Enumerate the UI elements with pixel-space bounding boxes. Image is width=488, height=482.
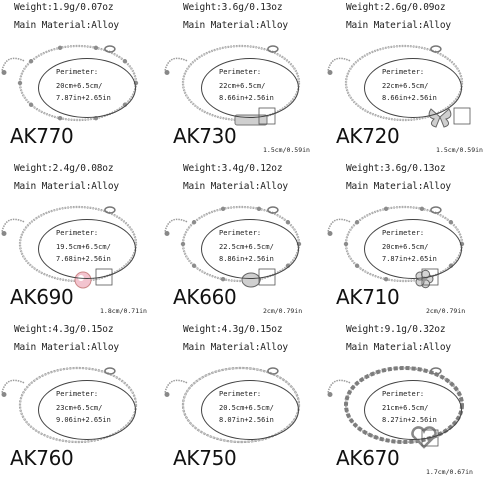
perimeter-label: Perimeter: — [219, 390, 262, 398]
charm-size-text: 1.7cm/0.67in — [426, 468, 473, 476]
extension-chain — [328, 219, 350, 231]
charm-size-text: 1.5cm/0.59in — [263, 146, 310, 154]
perimeter-label: Perimeter: — [382, 390, 425, 398]
perimeter-label: Perimeter: — [219, 229, 262, 237]
perimeter-label: Perimeter: — [56, 229, 99, 237]
material-text: Main Material:Alloy — [183, 181, 288, 192]
material-text: Main Material:Alloy — [14, 20, 119, 31]
perimeter-cm: 22.5cm+6.5cm/ — [219, 243, 274, 251]
perimeter-in: 8.07in+2.56in — [219, 416, 274, 424]
weight-text: Weight:3.4g/0.12oz — [183, 163, 283, 174]
product-code: AK660 — [173, 285, 237, 309]
perimeter-cm: 22cm+6.5cm/ — [219, 82, 266, 90]
extension-end-bead — [165, 70, 170, 75]
perimeter-cm: 19.5cm+6.5cm/ — [56, 243, 111, 251]
chain-bead — [344, 242, 348, 246]
chain-bead — [286, 220, 290, 224]
chain-bead — [181, 242, 185, 246]
extension-end-bead — [165, 392, 170, 397]
product-cell — [0, 322, 162, 482]
material-text: Main Material:Alloy — [183, 20, 288, 31]
product-cell — [326, 0, 488, 160]
chain-bead — [221, 277, 225, 281]
extension-end-bead — [328, 70, 333, 75]
weight-text: Weight:3.6g/0.13oz — [183, 2, 283, 13]
product-code: AK730 — [173, 124, 237, 148]
charm-size-text: 2cm/0.79in — [263, 307, 303, 315]
extension-end-bead — [2, 392, 7, 397]
perimeter-cm: 23cm+6.5cm/ — [56, 404, 103, 412]
material-text: Main Material:Alloy — [183, 342, 288, 353]
product-cell — [0, 161, 162, 321]
perimeter-in: 8.66in+2.56in — [382, 94, 437, 102]
perimeter-in: 8.27in+2.56in — [382, 416, 437, 424]
weight-text: Weight:2.4g/0.08oz — [14, 163, 114, 174]
chain-bead — [449, 220, 453, 224]
extension-end-bead — [328, 392, 333, 397]
chain-bead — [355, 220, 359, 224]
product-cell — [0, 0, 162, 160]
extension-end-bead — [2, 70, 7, 75]
perimeter-in: 8.86in+2.56in — [219, 255, 274, 263]
lobster-clasp — [105, 368, 115, 374]
extension-chain — [165, 58, 187, 70]
product-cell — [326, 161, 488, 321]
chain-bead — [420, 207, 424, 211]
extension-chain — [2, 380, 24, 392]
product-code: AK690 — [10, 285, 74, 309]
extension-chain — [328, 380, 350, 392]
chain-bead — [58, 116, 62, 120]
chain-bead — [257, 207, 261, 211]
material-text: Main Material:Alloy — [14, 342, 119, 353]
weight-text: Weight:9.1g/0.32oz — [346, 324, 446, 335]
perimeter-cm: 20.5cm+6.5cm/ — [219, 404, 274, 412]
perimeter-in: 9.06in+2.65in — [56, 416, 111, 424]
weight-text: Weight:4.3g/0.15oz — [183, 324, 283, 335]
chain-bead — [192, 264, 196, 268]
extension-end-bead — [2, 231, 7, 236]
chain-bead — [123, 59, 127, 63]
weight-text: Weight:3.6g/0.13oz — [346, 163, 446, 174]
weight-text: Weight:2.6g/0.09oz — [346, 2, 446, 13]
lobster-clasp — [268, 368, 278, 374]
extension-chain — [165, 380, 187, 392]
product-cell — [326, 322, 488, 482]
product-code: AK770 — [10, 124, 74, 148]
material-text: Main Material:Alloy — [14, 181, 119, 192]
weight-text: Weight:1.9g/0.07oz — [14, 2, 114, 13]
weight-text: Weight:4.3g/0.15oz — [14, 324, 114, 335]
product-cell — [163, 322, 325, 482]
extension-end-bead — [165, 231, 170, 236]
perimeter-cm: 22cm+6.5cm/ — [382, 82, 429, 90]
extension-chain — [2, 58, 24, 70]
product-code: AK710 — [336, 285, 400, 309]
extension-chain — [328, 58, 350, 70]
perimeter-in: 7.87in+2.65in — [56, 94, 111, 102]
product-code: AK760 — [10, 446, 74, 470]
extension-end-bead — [328, 231, 333, 236]
product-code: AK750 — [173, 446, 237, 470]
chain-bead — [58, 46, 62, 50]
chain-bead — [384, 277, 388, 281]
product-cell — [163, 0, 325, 160]
perimeter-label: Perimeter: — [56, 68, 99, 76]
charm-size-text: 1.8cm/0.71in — [100, 307, 147, 315]
chain-bead — [384, 207, 388, 211]
charm-dimension-box — [454, 108, 470, 124]
chain-bead — [355, 264, 359, 268]
charm-size-text: 1.5cm/0.59in — [436, 146, 483, 154]
perimeter-cm: 20cm+6.5cm/ — [382, 243, 429, 251]
chain-bead — [192, 220, 196, 224]
perimeter-label: Perimeter: — [382, 229, 425, 237]
charm-size-text: 2cm/0.79in — [426, 307, 466, 315]
product-code: AK720 — [336, 124, 400, 148]
material-text: Main Material:Alloy — [346, 342, 451, 353]
perimeter-cm: 21cm+6.5cm/ — [382, 404, 429, 412]
perimeter-cm: 20cm+6.5cm/ — [56, 82, 103, 90]
material-text: Main Material:Alloy — [346, 20, 451, 31]
product-cell — [163, 161, 325, 321]
perimeter-in: 7.87in+2.65in — [382, 255, 437, 263]
perimeter-in: 8.66in+2.56in — [219, 94, 274, 102]
extension-chain — [165, 219, 187, 231]
product-code: AK670 — [336, 446, 400, 470]
perimeter-label: Perimeter: — [56, 390, 99, 398]
chain-bead — [29, 59, 33, 63]
chain-bead — [221, 207, 225, 211]
chain-bead — [29, 103, 33, 107]
perimeter-in: 7.68in+2.56in — [56, 255, 111, 263]
material-text: Main Material:Alloy — [346, 181, 451, 192]
chain-bead — [94, 46, 98, 50]
perimeter-label: Perimeter: — [219, 68, 262, 76]
perimeter-label: Perimeter: — [382, 68, 425, 76]
chain-bead — [18, 81, 22, 85]
extension-chain — [2, 219, 24, 231]
